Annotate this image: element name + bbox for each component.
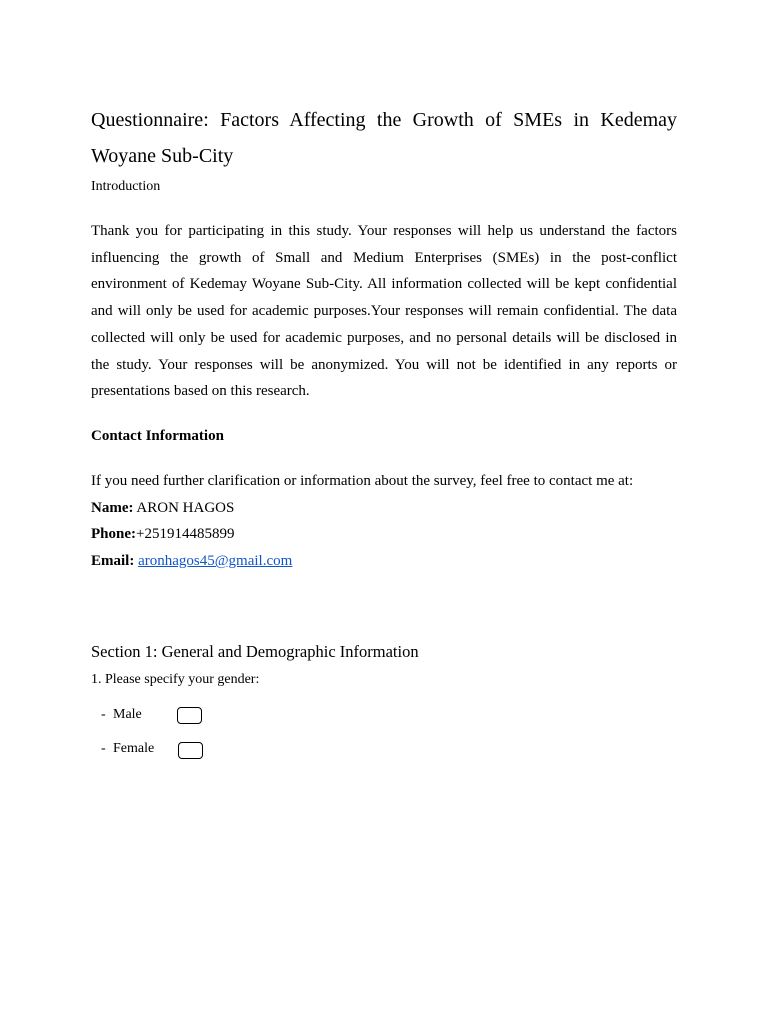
- contact-intro: If you need further clarification or information about the survey, feel free to contact me at:: [91, 473, 634, 489]
- gender-option-female-label: Female: [113, 741, 155, 756]
- contact-email-label: Email:: [91, 553, 135, 570]
- male-checkbox[interactable]: [177, 707, 202, 724]
- contact-phone-label: Phone:: [91, 526, 136, 543]
- contact-block: [91, 468, 677, 575]
- contact-phone-value: +251914485899: [136, 526, 235, 543]
- question-1-text: 1. Please specify your gender:: [91, 672, 260, 687]
- document-title: Questionnaire: Factors Affecting the Growth of SMEs in Kedemay Woyane Sub-City: [91, 109, 677, 167]
- contact-name-label: Name:: [91, 499, 134, 516]
- gender-option-male: [101, 706, 142, 724]
- introduction-label: Introduction: [91, 179, 161, 194]
- option-dash: -: [101, 741, 106, 756]
- contact-email-line: [91, 548, 677, 575]
- gender-option-male-label: Male: [113, 707, 142, 722]
- contact-name-value: ARON HAGOS: [133, 499, 235, 516]
- contact-email-link[interactable]: aronhagos45@gmail.com: [138, 553, 293, 570]
- female-checkbox[interactable]: [178, 742, 203, 759]
- gender-option-female: [101, 740, 154, 758]
- option-dash: -: [101, 707, 106, 722]
- contact-name-line: [91, 495, 677, 522]
- introduction-paragraph: Thank you for participating in this study. Your responses will help us understand the factors influencing the growth of Small and Medium Enterprises (SMEs) in the post-conflict environment of Kedemay Woyane Sub-City. All information collected will be kept confidential and will only be used for academic purposes.Your responses will remain confidential. The data collected will only be used for academic purposes, and no personal details will be disclosed in the study. Your responses will be anonymized. You will not be identified in any reports or presentations based on this research.: [91, 223, 677, 400]
- contact-heading: Contact Information: [91, 428, 224, 444]
- section-1-heading: Section 1: General and Demographic Information: [91, 642, 419, 661]
- document-page: [91, 0, 677, 1024]
- contact-phone-line: [91, 521, 677, 548]
